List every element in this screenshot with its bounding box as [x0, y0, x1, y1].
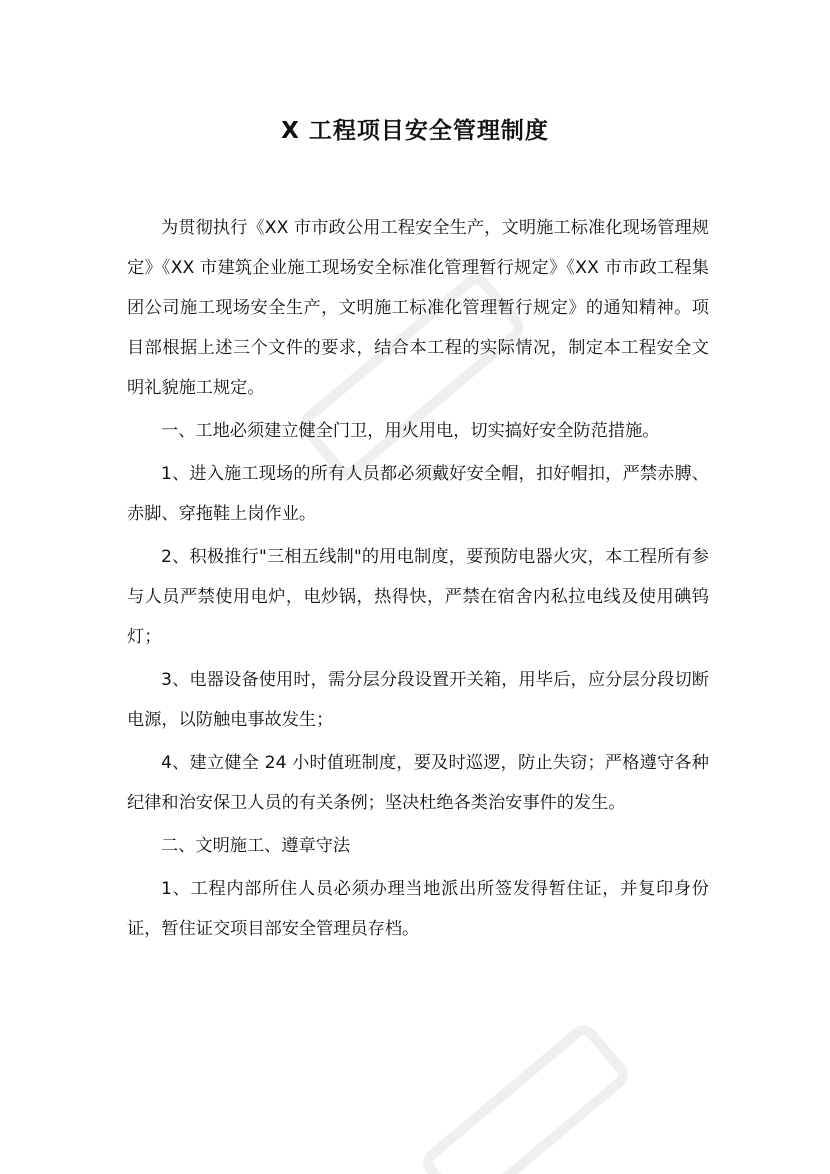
document-title: X 工程项目安全管理制度: [281, 118, 549, 144]
section-heading-1: 一、工地必须建立健全门卫，用火用电，切实搞好安全防范措施。: [161, 421, 660, 441]
paragraph-1-1: 1、进入施工现场的所有人员都必须戴好安全帽，扣好帽扣，严禁赤膊、赤脚、穿拖鞋上岗作业。: [127, 464, 709, 524]
paragraph-intro: 为贯彻执行《XX 市市政公用工程安全生产，文明施工标准化现场管理规定》《XX 市建筑企业施工现场安全标准化管理暂行规定》《XX 市市政工程集团公司施工现场安全生产，文明施工标准化管理暂行规定》的通知精神。项目部根据上述三个文件的要求，结合本工程的实际情况，制定本工程安全文明礼貌施工规定。: [127, 218, 709, 398]
document-body: [127, 208, 709, 952]
paragraph-1-3: 3、电器设备使用时，需分层分段设置开关箱，用毕后，应分层分段切断电源，以防触电事故发生；: [127, 670, 709, 730]
section-heading-2: 二、文明施工、遵章守法: [161, 836, 351, 856]
paragraph-1-2: 2、积极推行"三相五线制"的用电制度，要预防电器火灾，本工程所有参与人员严禁使用电炉，电炒锅，热得快，严禁在宿舍内私拉电线及使用碘钨灯；: [127, 547, 709, 647]
paragraph-2-1: 1、工程内部所住人员必须办理当地派出所签发得暂住证，并复印身份证，暂住证交项目部安全管理员存档。: [127, 879, 709, 939]
paragraph-1-4: 4、建立健全 24 小时值班制度，要及时巡逻，防止失窃；严格遵守各种纪律和治安保卫人员的有关条例；坚决杜绝各类治安事件的发生。: [127, 753, 709, 813]
